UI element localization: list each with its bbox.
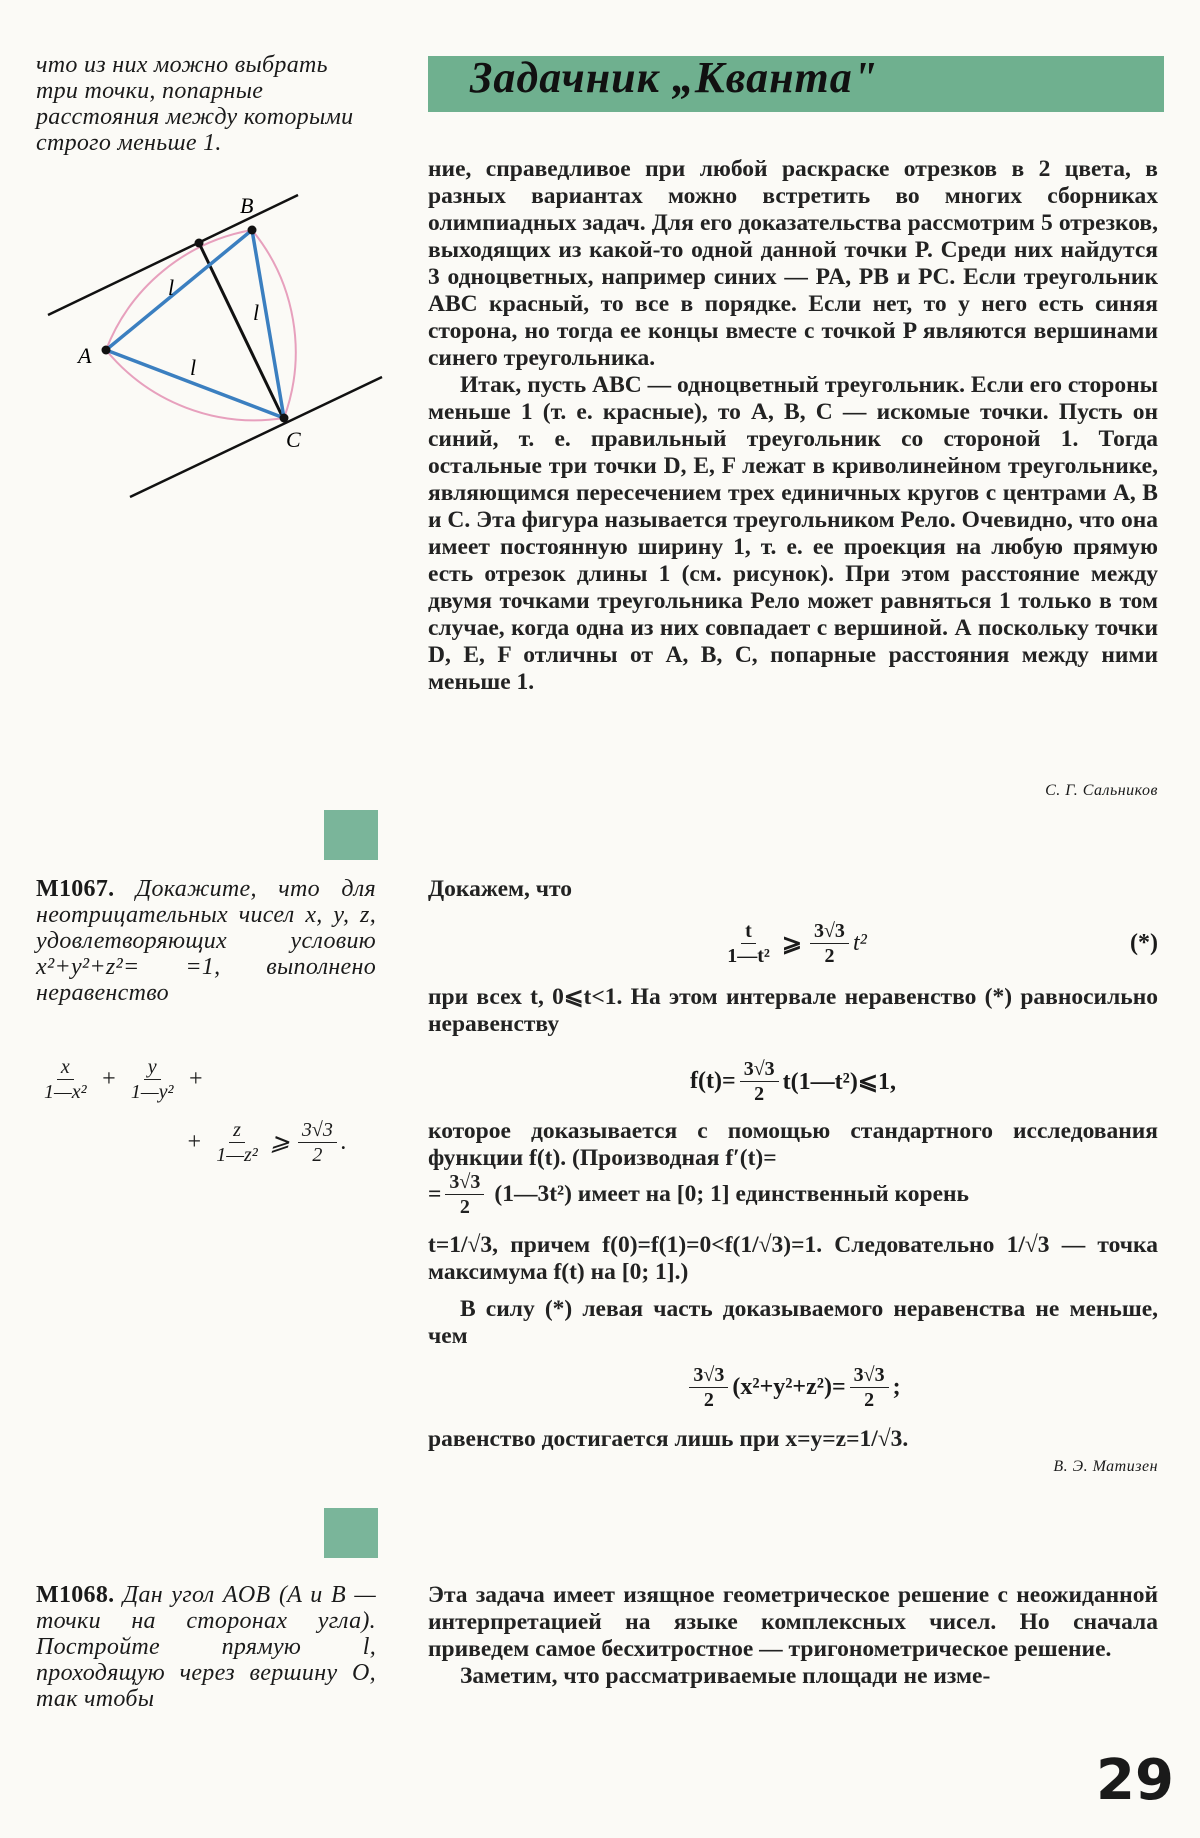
tangent-line-bottom bbox=[130, 377, 382, 497]
problem-1068-text: Дан угол AOB (A и B — точки на сторонах угла). Постройте прямую l, проходящую через вершину O, так чтобы bbox=[36, 1582, 376, 1712]
label-l3: l bbox=[190, 355, 197, 380]
sol-1068-p2: Заметим, что рассматриваемые площади не изме- bbox=[460, 1663, 991, 1689]
sol-1067-p3c: t=1/√3, причем f(0)=f(1)=0<f(1/√3)=1. Следовательно 1/√3 — точка максимума f(t) на [0; 1].) bbox=[428, 1232, 1158, 1285]
eq-2: f(t)= $\frac{3√3}{2}$ t(1—t²)⩽1, bbox=[690, 1057, 896, 1105]
sol-1068 bbox=[428, 1582, 1158, 1690]
signature-salnikov: С. Г. Сальников bbox=[1045, 782, 1158, 799]
sol-1067-intro: Докажем, что bbox=[428, 876, 573, 902]
problem-1067-formula-line1: $\frac{x}{\text{1—x²}}$ + $\frac{y}{\text{1—y²}}$ + bbox=[44, 1056, 204, 1103]
sol-1067-p3b-line: = $\frac{3√3}{2}$ (1—3t²) имеет на [0; 1] единственный корень bbox=[428, 1171, 969, 1218]
eq-1-tag: (*) bbox=[1130, 929, 1158, 956]
reuleaux-figure bbox=[40, 185, 390, 505]
para-2: Итак, пусть ABC — одноцветный треугольник. Если его стороны меньше 1 (т. е. красные), то A, B, C — искомые точки. Пусть он синий, т. е. правильный треугольник со стороной 1. Тогда остальные три точки D, E, F лежат в криволинейном треугольнике, являющимся пересечением трех единичных кругов с центрами A, B и C. Эта фигура называется треугольником Рело. Очевидно, что она имеет постоянную ширину 1, т. е. ее проекция на любую прямую есть отрезок длины 1 (см. рисунок). При этом расстояние между двумя точками треугольника Рело может равняться 1 только в том случае, когда одна из них совпадает с вершиной. А поскольку точки D, E, F отличны от A, B, C, попарные расстояния между ними меньше 1. bbox=[428, 372, 1158, 695]
page-number: 29 bbox=[1096, 1748, 1174, 1813]
sol-1067-p5: равенство достигается лишь при x=y=z=1/√3. bbox=[428, 1426, 909, 1452]
header-title: Задачник „Кванта" bbox=[470, 53, 879, 102]
sol-1067-p2: при всех t, 0⩽t<1. На этом интервале неравенство (*) равносильно неравенству bbox=[428, 984, 1158, 1037]
sol-1067-p3a: которое доказывается с помощью стандартного исследования функции f(t). (Производная f′(t)= bbox=[428, 1118, 1158, 1171]
label-l2: l bbox=[253, 300, 260, 325]
sol-1068-p1: Эта задача имеет изящное геометрическое решение с неожиданной интерпретацией на языке комплексных чисел. Но сначала приведем самое бесхитростное — тригонометрическое решение. bbox=[428, 1582, 1158, 1662]
problem-1068 bbox=[36, 1582, 376, 1712]
label-l1: l bbox=[168, 275, 175, 300]
problem-1068-label: М1068. bbox=[36, 1582, 115, 1608]
eq-4: $\frac{3√3}{2}$ (x²+y²+z²)= $\frac{3√3}{2}$ ; bbox=[428, 1356, 1158, 1418]
problem-marker-1068 bbox=[324, 1508, 378, 1558]
sol-1067-p4: В силу (*) левая часть доказываемого неравенства не меньше, чем bbox=[428, 1296, 1158, 1349]
main-column-top bbox=[428, 156, 1158, 696]
problem-1067-label: М1067. bbox=[36, 876, 115, 902]
problem-1067-text: Докажите, что для неотрицательных чисел x, y, z, удовлетворяющих условию x²+y²+z²= =1, выполнено неравенство bbox=[36, 876, 376, 1006]
para-1: ние, справедливое при любой раскраске отрезков в 2 цвета, в разных вариантах можно встретить во многих сборниках олимпиадных задач. Для его доказательства рассмотрим 5 отрезков, выходящих из какой-то одной данной точки P. Среди них найдутся 3 одноцветных, например синих — PA, PB и PC. Если треугольник ABC красный, то все в порядке. Если нет, то у него есть синяя сторона, но тогда ее концы вместе с точкой P являются вершинами синего треугольника. bbox=[428, 156, 1158, 371]
problem-1067-formula-line2: + $\frac{z}{\text{1—z²}}$ ⩾ $\frac{3√3}{2}$ . bbox=[186, 1119, 347, 1166]
left-intro: что из них можно выбрать три точки, попарные расстояния между которыми строго меньше 1. bbox=[36, 52, 354, 156]
projection-segment bbox=[199, 243, 284, 420]
problem-marker-1067 bbox=[324, 810, 378, 860]
problem-1067 bbox=[36, 876, 376, 1006]
label-B: B bbox=[240, 193, 254, 218]
eq-1: $\frac{t}{\text{1—t²}}$ ⩾ $\frac{3√3}{2}$ t² (*) bbox=[727, 919, 1158, 967]
label-A: A bbox=[78, 343, 92, 368]
signature-matizen: В. Э. Матизен bbox=[1053, 1458, 1158, 1475]
label-C: C bbox=[286, 427, 301, 452]
